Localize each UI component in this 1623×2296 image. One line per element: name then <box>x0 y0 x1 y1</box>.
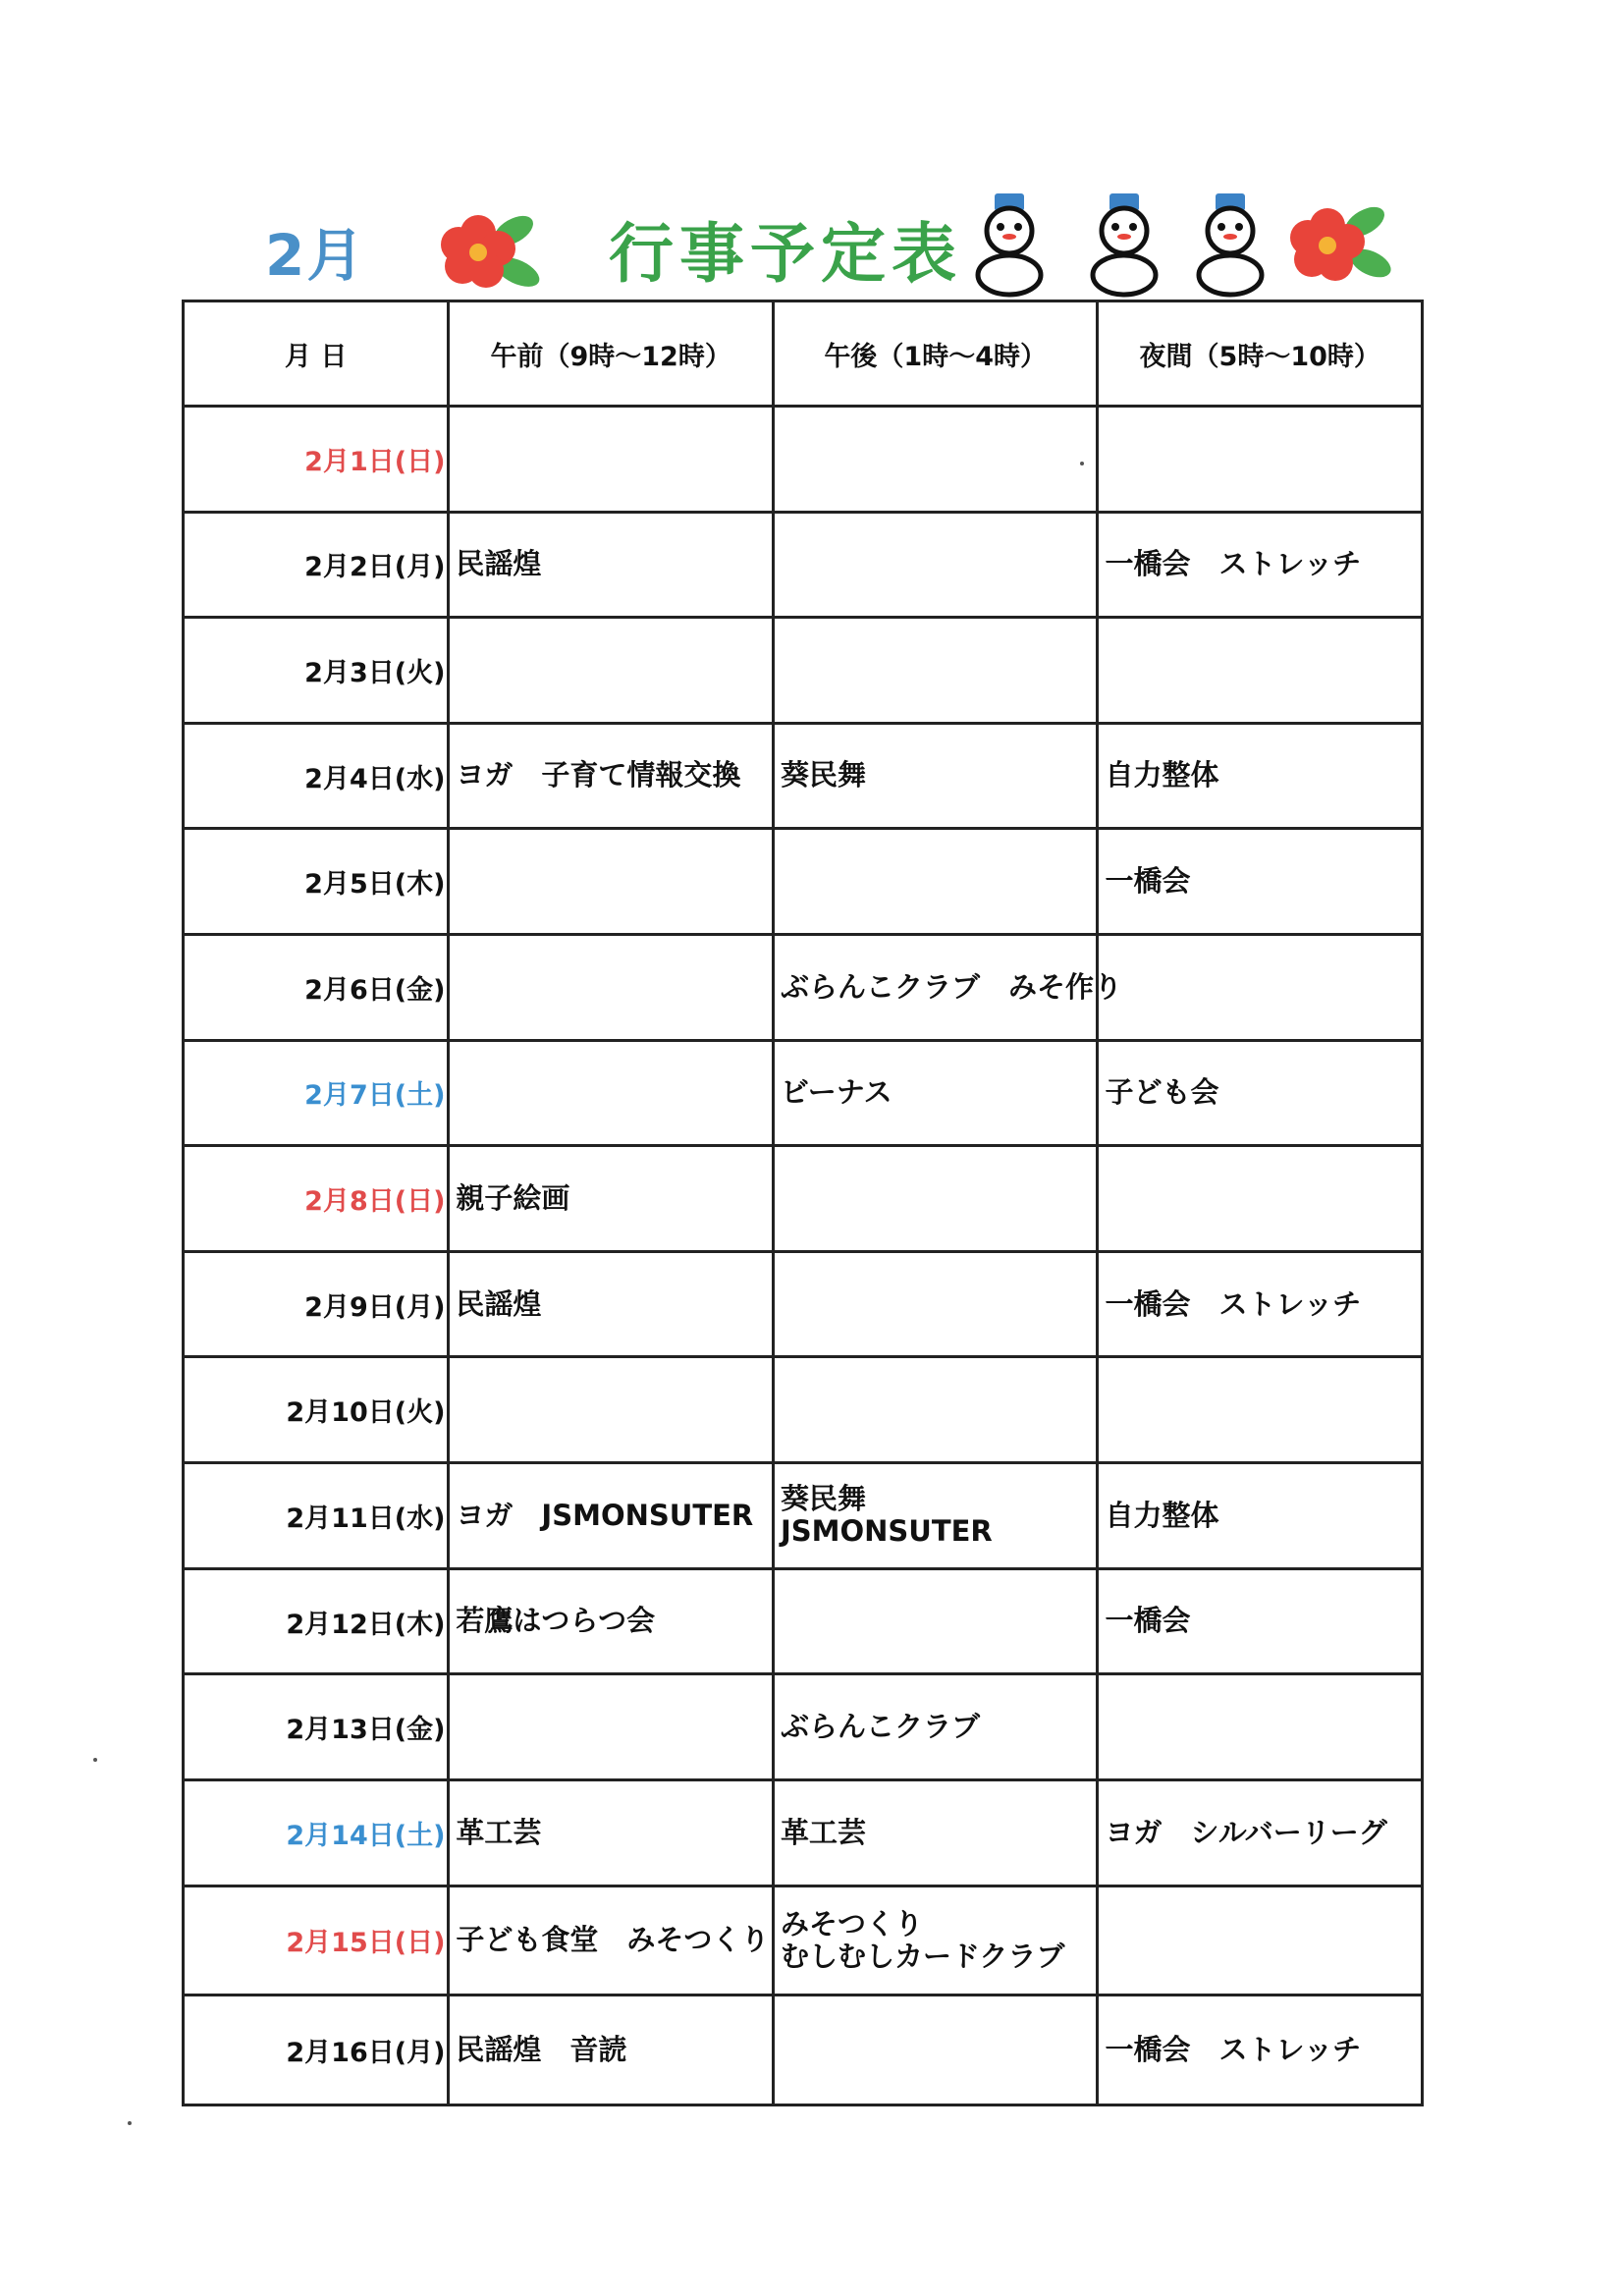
date-cell: 2月7日(土) <box>184 1040 449 1146</box>
snowman-icon <box>967 191 1051 300</box>
column-header-date: 月 日 <box>184 301 449 407</box>
afternoon-cell <box>773 618 1098 724</box>
date-cell: 2月11日(水) <box>184 1463 449 1569</box>
table-row <box>184 935 1423 1041</box>
scan-speck <box>93 1758 97 1762</box>
afternoon-cell <box>773 1146 1098 1252</box>
afternoon-cell <box>773 1886 1098 1995</box>
afternoon-line: みそつくり <box>780 1906 923 1941</box>
morning-cell <box>449 1040 774 1146</box>
afternoon-cell <box>773 1463 1098 1569</box>
night-cell: 自力整体 <box>1098 1463 1423 1569</box>
table-row <box>184 1040 1423 1146</box>
morning-cell: 若鷹はつらつ会 <box>449 1568 774 1674</box>
night-cell: 一橋会 ストレッチ <box>1098 512 1423 618</box>
morning-cell: ヨガ JSMONSUTER <box>449 1463 774 1569</box>
night-cell: 一橋会 <box>1098 1568 1423 1674</box>
table-row <box>184 1995 1423 2105</box>
flower-icon <box>427 191 545 300</box>
table-row <box>184 407 1423 513</box>
afternoon-cell <box>773 1995 1098 2105</box>
afternoon-cell <box>773 512 1098 618</box>
morning-cell <box>449 618 774 724</box>
table-row <box>184 1779 1423 1886</box>
morning-cell: 民謡煌 <box>449 512 774 618</box>
night-cell <box>1098 1146 1423 1252</box>
column-header-afternoon: 午後（1時～4時） <box>773 301 1098 407</box>
morning-cell <box>449 1357 774 1463</box>
morning-cell: 革工芸 <box>449 1779 774 1886</box>
afternoon-line: JSMONSUTER <box>780 1514 993 1549</box>
night-cell <box>1098 407 1423 513</box>
snowman-icon <box>1082 191 1165 300</box>
table-row <box>184 1463 1423 1569</box>
scan-speck <box>1080 462 1084 465</box>
afternoon-cell: ぶらんこクラブ みそ作り <box>773 935 1098 1041</box>
flower-icon <box>1276 187 1394 295</box>
night-cell <box>1098 1886 1423 1995</box>
column-header-morning: 午前（9時～12時） <box>449 301 774 407</box>
date-cell: 2月10日(火) <box>184 1357 449 1463</box>
snowman-icon <box>1188 191 1271 300</box>
date-cell: 2月15日(日) <box>184 1886 449 1995</box>
morning-cell: 子ども食堂 みそつくり <box>449 1886 774 1995</box>
table-row <box>184 1251 1423 1357</box>
date-cell: 2月1日(日) <box>184 407 449 513</box>
header <box>177 172 1453 300</box>
night-cell: 一橋会 ストレッチ <box>1098 1251 1423 1357</box>
night-cell <box>1098 1357 1423 1463</box>
date-cell: 2月9日(月) <box>184 1251 449 1357</box>
night-cell: 一橋会 <box>1098 829 1423 935</box>
night-cell: 子ども会 <box>1098 1040 1423 1146</box>
afternoon-cell <box>773 829 1098 935</box>
morning-cell <box>449 407 774 513</box>
table-row <box>184 1146 1423 1252</box>
morning-cell: ヨガ 子育て情報交換 <box>449 723 774 829</box>
table-row <box>184 829 1423 935</box>
column-header-night: 夜間（5時～10時） <box>1098 301 1423 407</box>
date-cell: 2月4日(水) <box>184 723 449 829</box>
night-cell: 自力整体 <box>1098 723 1423 829</box>
night-cell <box>1098 618 1423 724</box>
date-cell: 2月2日(月) <box>184 512 449 618</box>
afternoon-cell: 革工芸 <box>773 1779 1098 1886</box>
table-row <box>184 1357 1423 1463</box>
night-cell: 一橋会 ストレッチ <box>1098 1995 1423 2105</box>
morning-cell <box>449 935 774 1041</box>
morning-cell <box>449 1674 774 1780</box>
date-cell: 2月12日(木) <box>184 1568 449 1674</box>
afternoon-cell <box>773 1568 1098 1674</box>
morning-cell: 親子絵画 <box>449 1146 774 1252</box>
table-row <box>184 1674 1423 1780</box>
afternoon-cell <box>773 1251 1098 1357</box>
afternoon-line: 葵民舞 <box>780 1482 866 1516</box>
table-row <box>184 1886 1423 1995</box>
scan-speck <box>128 2121 132 2125</box>
night-cell <box>1098 1674 1423 1780</box>
date-cell: 2月3日(火) <box>184 618 449 724</box>
table-row <box>184 512 1423 618</box>
morning-cell: 民謡煌 音読 <box>449 1995 774 2105</box>
afternoon-cell: 葵民舞 <box>773 723 1098 829</box>
schedule-table <box>182 300 1424 2106</box>
night-cell: ヨガ シルバーリーグ <box>1098 1779 1423 1886</box>
afternoon-line: むしむしカードクラブ <box>780 1939 1065 1973</box>
date-cell: 2月8日(日) <box>184 1146 449 1252</box>
date-cell: 2月14日(土) <box>184 1779 449 1886</box>
date-cell: 2月16日(月) <box>184 1995 449 2105</box>
table-row <box>184 723 1423 829</box>
night-cell <box>1098 935 1423 1041</box>
date-cell: 2月6日(金) <box>184 935 449 1041</box>
morning-cell: 民謡煌 <box>449 1251 774 1357</box>
page-title: 行事予定表 <box>609 216 962 292</box>
afternoon-cell: ビーナス <box>773 1040 1098 1146</box>
afternoon-cell <box>773 1357 1098 1463</box>
afternoon-cell <box>773 407 1098 513</box>
table-row <box>184 1568 1423 1674</box>
month-title: 2月 <box>265 222 366 289</box>
afternoon-cell: ぶらんこクラブ <box>773 1674 1098 1780</box>
date-cell: 2月13日(金) <box>184 1674 449 1780</box>
morning-cell <box>449 829 774 935</box>
table-header-row <box>184 301 1423 407</box>
date-cell: 2月5日(木) <box>184 829 449 935</box>
table-row <box>184 618 1423 724</box>
